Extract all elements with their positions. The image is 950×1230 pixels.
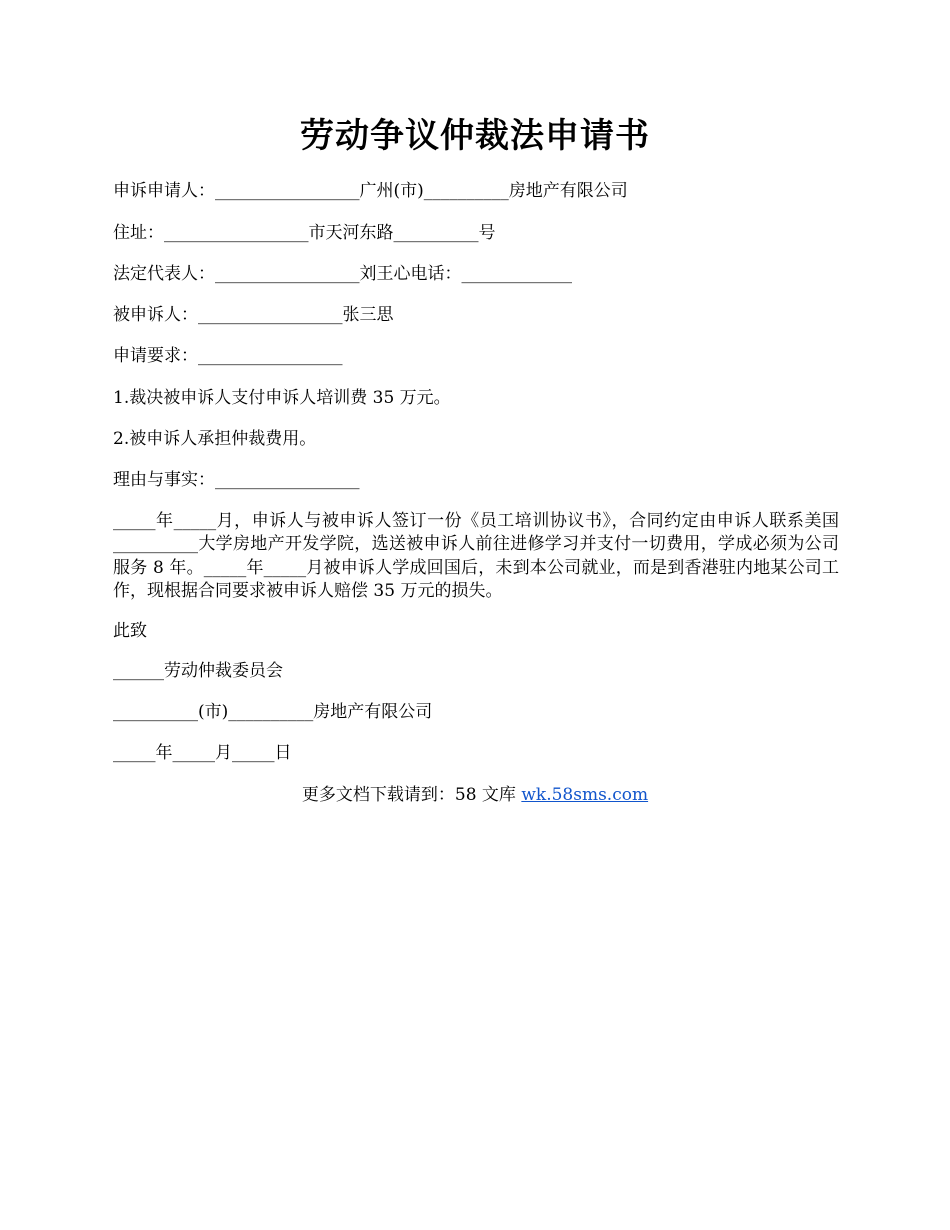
footer [0, 784, 950, 807]
request-item-1: 1.裁决被申诉人支付申诉人培训费 35 万元。 [113, 388, 451, 408]
reason-label: 理由与事实：_________________ [113, 470, 360, 490]
document-title: 劳动争议仲裁法申请书 [300, 116, 650, 156]
salutation: 此致 [113, 621, 147, 641]
respondent-line: 被申诉人：_________________张三思 [113, 305, 394, 325]
footer-text: 更多文档下载请到：58 文库 [301, 785, 522, 805]
applicant-line: 申诉申请人：_________________广州(市)__________房地产有限公司 [113, 181, 628, 201]
footer-link[interactable]: wk.58sms.com [521, 785, 649, 805]
committee-line: ______劳动仲裁委员会 [113, 661, 283, 681]
address-line: 住址：_________________市天河东路__________号 [113, 223, 496, 243]
date-line: _____年_____月_____日 [113, 743, 292, 763]
facts-paragraph: _____年_____月，申诉人与被申诉人签订一份《员工培训协议书》，合同约定由申诉人联系美国__________大学房地产开发学院，选送被申诉人前往进修学习并支付一切费用，学成必须为公司服务 8 年。_____年_____月被申诉人学成回国后，未到本公司就业，而是到香港驻内地某公司工作，现根据合同要求被申诉人赔偿 35 万元的损失。 [113, 511, 839, 601]
request-label: 申请要求：_________________ [113, 346, 343, 366]
request-item-2: 2.被申诉人承担仲裁费用。 [113, 429, 317, 449]
legal-representative-line: 法定代表人：_________________刘王心电话：_____________ [113, 264, 572, 284]
signature-line: __________(市)__________房地产有限公司 [113, 702, 433, 722]
